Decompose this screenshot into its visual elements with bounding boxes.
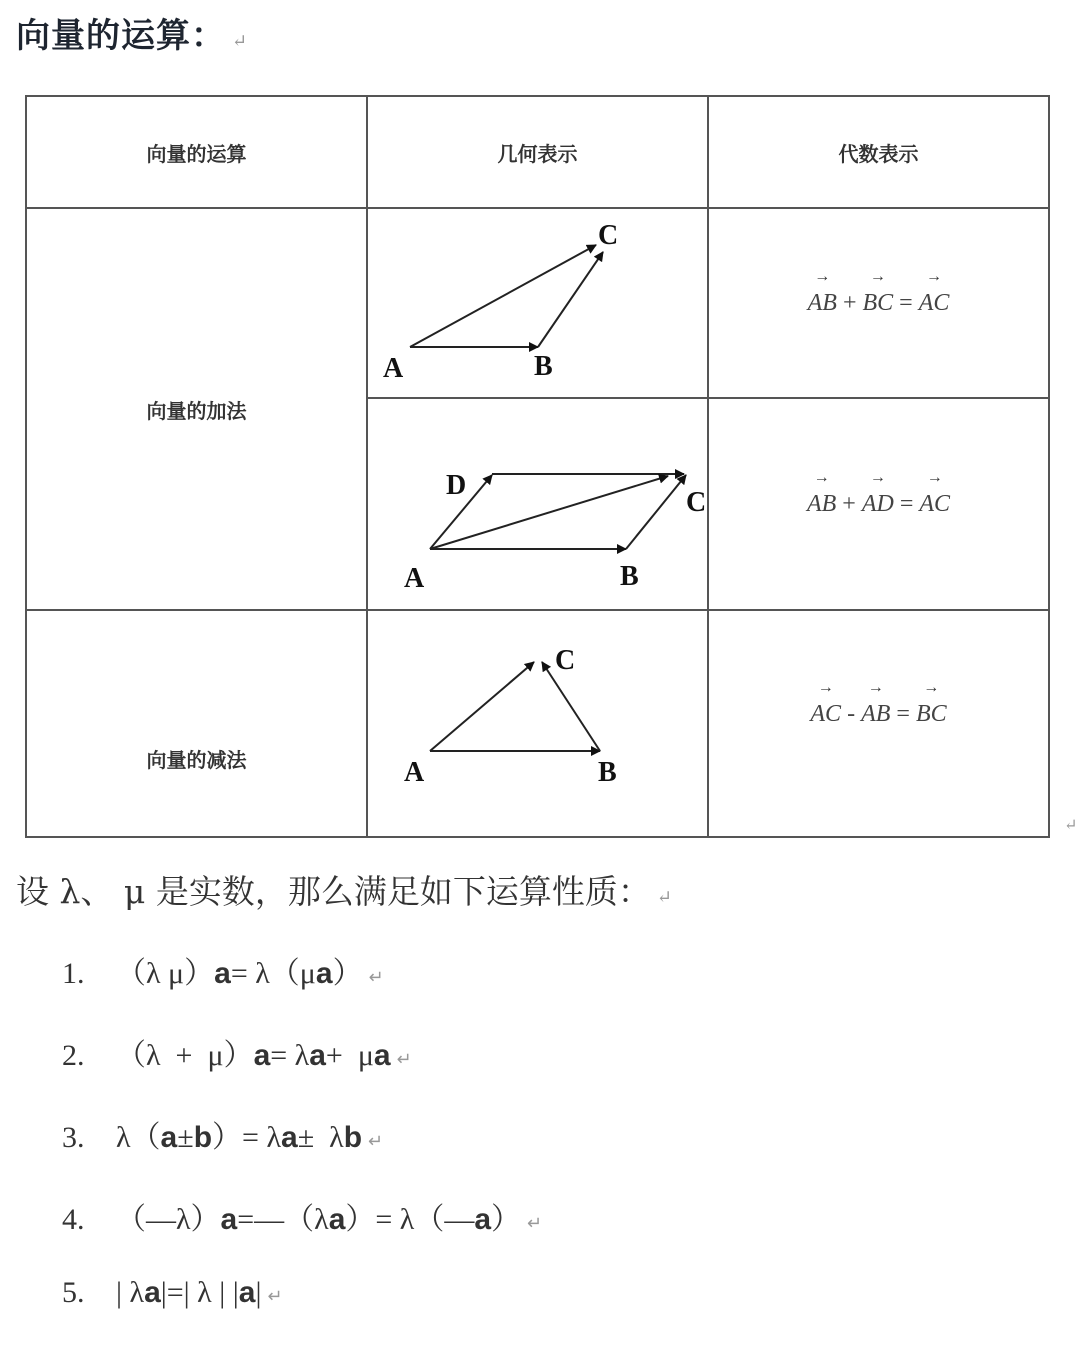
subtraction-diagram — [368, 611, 707, 832]
expression-text: （λ μ） — [116, 957, 215, 990]
vector-symbol: a — [214, 957, 231, 990]
vector-symbol: a — [309, 1039, 326, 1072]
expression-text: （—λ） — [116, 1203, 221, 1236]
vector-term: → AB — [807, 491, 836, 518]
operation-subtraction-label: 向量的减法 — [26, 610, 367, 837]
vector-symbol: a — [160, 1121, 178, 1154]
addition-parallelogram-formula — [807, 491, 950, 518]
operator: = — [899, 289, 913, 316]
property-number: 3. — [62, 1121, 85, 1154]
table-row — [26, 610, 1049, 837]
operator: = — [896, 701, 910, 727]
property-item — [62, 1276, 542, 1358]
property-number: 4. — [62, 1203, 85, 1236]
property-number: 2. — [62, 1039, 85, 1072]
formula-cell — [708, 208, 1049, 398]
vector-term: → BC — [916, 701, 947, 728]
point-a-label: A — [404, 563, 425, 594]
expression-text: = λ — [270, 1039, 310, 1072]
point-c-label: C — [598, 220, 619, 251]
paragraph-mark-icon: ↵ — [527, 1213, 543, 1233]
expression-text: ）= λ — [212, 1121, 281, 1154]
table-header-row — [26, 96, 1049, 208]
vector-term: → BC — [862, 290, 893, 317]
paragraph-mark-icon: ↵ — [267, 1286, 283, 1306]
property-item — [62, 948, 542, 1030]
vector-symbol: a — [328, 1203, 346, 1236]
vector-term: → AC — [919, 491, 950, 518]
formula-cell — [708, 398, 1049, 610]
addition-triangle-formula — [808, 290, 950, 317]
expression-text: |=| λ | | — [160, 1276, 239, 1309]
vector-term: → AB — [861, 701, 890, 728]
vector-symbol: a — [238, 1276, 256, 1309]
vector-term: → AB — [808, 290, 837, 317]
point-c-label: C — [555, 645, 576, 676]
point-a-label: A — [383, 353, 404, 384]
paragraph-mark-icon: ↵ — [1064, 815, 1078, 834]
table-row — [26, 208, 1049, 398]
page-title — [16, 8, 248, 57]
vector-symbol: a — [253, 1039, 271, 1072]
vector-symbol: a — [281, 1121, 298, 1154]
expression-text: ） — [491, 1203, 522, 1236]
operator: = — [899, 490, 914, 517]
intro-text: 设 λ、 μ 是实数，那么满足如下运算性质： — [16, 872, 651, 911]
vector-symbol: a — [474, 1203, 492, 1236]
point-b-label: B — [598, 757, 617, 788]
expression-text: （λ + μ） — [116, 1039, 254, 1072]
paragraph-mark-icon: ↵ — [232, 31, 249, 52]
paragraph-mark-icon: ↵ — [368, 1131, 384, 1151]
operator: - — [847, 701, 856, 727]
point-a-label: A — [404, 757, 425, 788]
vector-term: → AD — [862, 491, 894, 518]
header-algebraic: 代数表示 — [708, 96, 1049, 208]
diagram-parallelogram-rule — [367, 398, 708, 610]
expression-text: | — [255, 1276, 262, 1309]
operator: + — [842, 490, 856, 517]
expression-text: ± λ — [297, 1121, 344, 1154]
vector-symbol: b — [343, 1121, 363, 1154]
expression-text: λ（ — [116, 1121, 161, 1154]
vector-term: → AC — [919, 290, 950, 317]
vector-symbol: a — [315, 957, 333, 990]
point-d-label: D — [446, 470, 467, 501]
expression-text: ） — [332, 957, 363, 990]
vector-symbol: a — [144, 1276, 161, 1309]
intro-paragraph — [16, 866, 672, 913]
triangle-diagram — [368, 209, 707, 393]
vector-symbol: b — [193, 1121, 213, 1154]
property-number: 1. — [62, 957, 85, 990]
operation-addition-label: 向量的加法 — [26, 208, 367, 610]
header-operation: 向量的运算 — [26, 96, 367, 208]
point-c-label: C — [686, 487, 707, 518]
property-item — [62, 1030, 542, 1112]
property-item — [62, 1112, 542, 1194]
paragraph-mark-icon: ↵ — [368, 967, 384, 987]
vector-term: → AC — [810, 701, 841, 728]
property-number: 5. — [62, 1276, 85, 1309]
expression-text: ）= λ（— — [345, 1203, 475, 1236]
properties-list — [62, 948, 542, 1358]
vector-symbol: a — [373, 1039, 391, 1072]
point-b-label: B — [534, 351, 553, 382]
diagram-subtraction — [367, 610, 708, 837]
operator: + — [842, 289, 857, 316]
vector-symbol: a — [220, 1203, 238, 1236]
diagram-triangle-rule — [367, 208, 708, 398]
vector-operations-table — [25, 95, 1050, 838]
subtraction-formula — [810, 701, 946, 728]
formula-cell — [708, 610, 1049, 837]
header-geometric: 几何表示 — [367, 96, 708, 208]
expression-text: = λ（μ — [230, 957, 316, 990]
paragraph-mark-icon: ↵ — [396, 1049, 412, 1069]
expression-text: ± — [177, 1121, 194, 1154]
title-text: 向量的运算： — [16, 16, 226, 56]
property-item — [62, 1194, 542, 1276]
point-b-label: B — [620, 561, 639, 592]
parallelogram-diagram — [368, 399, 707, 605]
paragraph-mark-icon: ↵ — [656, 887, 672, 908]
expression-text: + μ — [325, 1039, 374, 1072]
expression-text: =—（λ — [237, 1203, 329, 1236]
expression-text: | λ — [116, 1276, 145, 1309]
